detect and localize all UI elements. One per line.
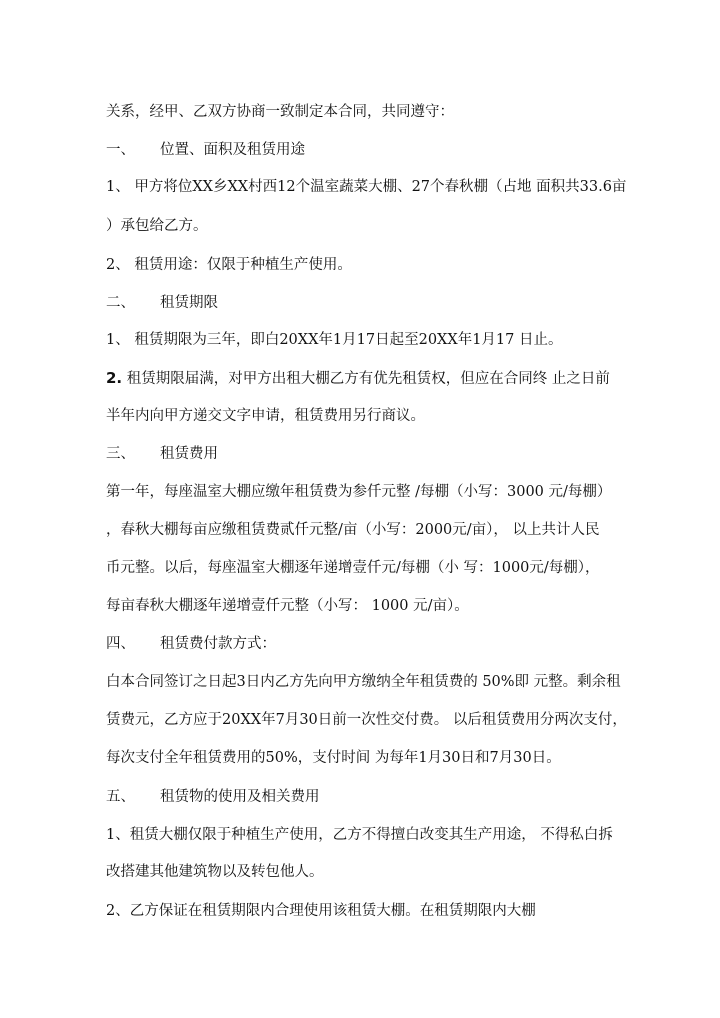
section-title: 租赁期限 bbox=[160, 295, 218, 311]
section-title: 租赁费付款方式： bbox=[160, 636, 276, 652]
paragraph-line: 每亩春秋大棚逐年递增壹仟元整（小写： 1000 元/亩）。 bbox=[106, 598, 469, 614]
paragraph-line: 1、 租赁期限为三年，即白20XX年1月17日起至20XX年1月17 日止。 bbox=[106, 332, 563, 348]
section-number: 一、 bbox=[106, 142, 135, 158]
section-title: 租赁费用 bbox=[160, 446, 218, 462]
section-title: 位置、面积及租赁用途 bbox=[160, 142, 305, 158]
item-number: 2. bbox=[106, 369, 123, 387]
paragraph-line: ，春秋大棚每亩应缴租赁费贰仟元整/亩（小写：2000元/亩）， 以上共计人民 bbox=[106, 522, 600, 538]
paragraph-line: 每次支付全年租赁费用的50%，支付时间 为每年1月30日和7月30日。 bbox=[106, 750, 561, 766]
section-number: 五、 bbox=[106, 789, 135, 805]
paragraph-line: 赁费元，乙方应于20XX年7月30日前一次性交付费。 以后租赁费用分两次支付， bbox=[106, 712, 627, 728]
paragraph-line: 改搭建其他建筑物以及转包他人。 bbox=[106, 864, 324, 880]
section-heading-1 bbox=[106, 140, 666, 160]
paragraph-line: ）承包给乙方。 bbox=[106, 218, 208, 234]
section-number: 四、 bbox=[106, 636, 135, 652]
paragraph-line: 币元整。以后，每座温室大棚逐年递增壹仟元/每棚（小 写：1000元/每棚）， bbox=[106, 560, 600, 576]
section-heading-5 bbox=[106, 787, 666, 807]
section-heading-4 bbox=[106, 634, 666, 654]
paragraph-line: 关系，经甲、乙双方协商一致制定本合同，共同遵守： bbox=[106, 104, 454, 120]
paragraph-line: 1、租赁大棚仅限于种植生产使用，乙方不得擅白改变其生产用途， 不得私白拆 bbox=[106, 827, 613, 843]
paragraph-line: 半年内向甲方递交文字申请，租赁费用另行商议。 bbox=[106, 408, 425, 424]
section-number: 二、 bbox=[106, 295, 135, 311]
paragraph-line: 2、乙方保证在租赁期限内合理使用该租赁大棚。在租赁期限内大棚 bbox=[106, 903, 536, 919]
section-number: 三、 bbox=[106, 446, 135, 462]
item-text: 租赁期限届满，对甲方出租大棚乙方有优先租赁权，但应在合同终 止之日前 bbox=[122, 371, 610, 387]
paragraph-line: 白本合同签订之日起3日内乙方先向甲方缴纳全年租赁费的 50%即 元整。剩余租 bbox=[106, 674, 621, 690]
section-heading-2 bbox=[106, 293, 666, 313]
paragraph-line: 2、 租赁用途：仅限于种植生产使用。 bbox=[106, 257, 352, 273]
paragraph-line bbox=[106, 368, 666, 389]
paragraph-line: 1、 甲方将位XX乡XX村西12个温室蔬菜大棚、27个春秋棚（占地 面积共33.6亩 bbox=[106, 179, 627, 195]
section-title: 租赁物的使用及相关费用 bbox=[160, 789, 320, 805]
paragraph-line: 第一年，每座温室大棚应缴年租赁费为参仟元整 /每棚（小写：3000 元/每棚） bbox=[106, 484, 612, 500]
section-heading-3 bbox=[106, 444, 666, 464]
